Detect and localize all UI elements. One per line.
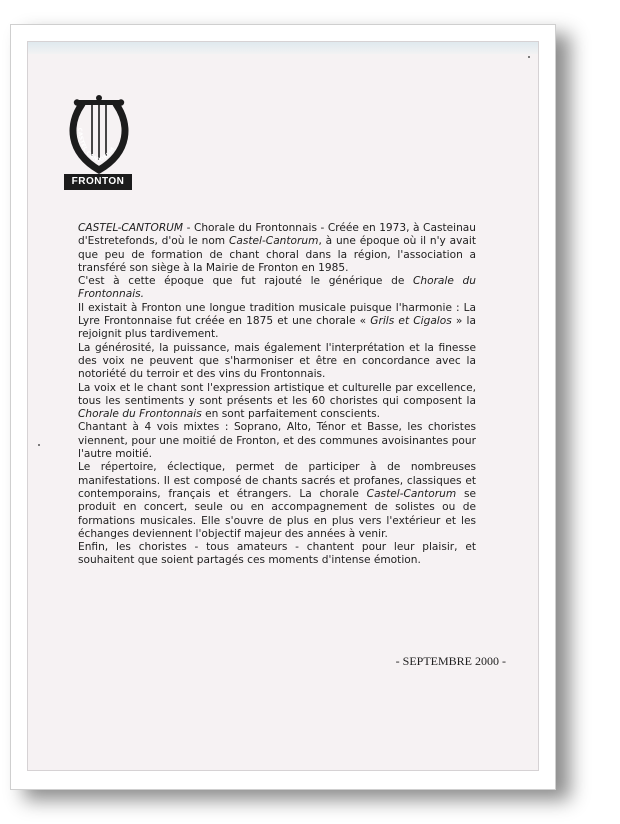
scanned-sheet xyxy=(10,24,556,790)
text-run: en sont parfaitement conscients. xyxy=(201,408,381,421)
text-run: Chantant à 4 vois mixtes : Soprano, Alto, Ténor et Basse, les choristes viennent, pour une moitié de Fronton, et des communes avoisinantes pour l'autre moitié. xyxy=(78,421,476,461)
text-run: » la rejoignit plus tardivement. xyxy=(78,315,476,341)
paragraph xyxy=(78,222,476,275)
paper-page xyxy=(27,41,539,771)
italic-text: Chorale du Frontonnais. xyxy=(78,275,476,301)
paragraph xyxy=(78,342,476,382)
body-text xyxy=(78,222,476,568)
paragraph xyxy=(78,275,476,302)
castel-cantorum-logo xyxy=(64,94,134,194)
italic-text: Castel-Cantorum xyxy=(366,487,457,500)
signature-date: - SEPTEMBRE 2000 - xyxy=(395,654,506,668)
text-run: La générosité, la puissance, mais également l'interprétation et la finesse des voix ne peuvent que s'harmoniser et être en concordance avec la notoriété du terroir et des vins du Frontonnais. xyxy=(78,341,476,381)
text-run: , à une époque où il n'y avait que peu de formation de chant choral dans la région, l'association a transféré son siège à la Mairie de Fronton en 1985. xyxy=(78,235,476,274)
scan-top-band xyxy=(28,42,538,54)
logo-fronton-label: FRONTON xyxy=(64,174,132,190)
text-run: Il existait à Fronton une longue tradition musicale puisque l'harmonie : La Lyre Frontonnaise fut créée en 1875 et une chorale « xyxy=(78,301,476,328)
paragraph xyxy=(78,302,476,342)
scan-speck xyxy=(528,56,530,58)
text-run: Le répertoire, éclectique, permet de participer à de nombreuses manifestations. Il est composé de chants sacrés et profanes, classiques et contemporains, français et étrangers. La chorale xyxy=(78,461,476,500)
text-run: Enfin, les choristes - tous amateurs - chantent pour leur plaisir, et souhaitent que soient partagés ces moments d'intense émotion. xyxy=(78,541,476,567)
logo-arc-text: CASTEL CANTORUM xyxy=(76,127,117,165)
italic-text: Chorale du Frontonnais xyxy=(78,408,202,421)
lyre-icon xyxy=(64,94,134,176)
scan-speck xyxy=(38,444,40,446)
italic-text: CASTEL-CANTORUM xyxy=(78,222,184,234)
italic-text: Castel-Cantorum xyxy=(228,235,319,248)
text-run: C'est à cette époque que fut rajouté le générique de xyxy=(78,275,413,288)
paragraph xyxy=(78,541,476,568)
text-run: La voix et le chant sont l'expression artistique et culturelle par excellence, tous les sentiments y sont présents et les 60 choristes qui composent la xyxy=(78,381,476,407)
paragraph xyxy=(78,421,476,461)
paragraph xyxy=(78,461,476,541)
italic-text: Grils et Cigalos xyxy=(370,315,452,328)
text-run: se produit en concert, seule ou en accompagnement de solistes ou de formations musicales. Elle s'ouvre de plus en plus vers l'extérieur et les échanges deviennent l'objectif majeur des années à venir. xyxy=(78,487,477,540)
text-run: - Chorale du Frontonnais - Créée en 1973, à Casteinau d'Estretefonds, d'où le nom xyxy=(78,222,476,248)
paragraph xyxy=(78,382,476,422)
